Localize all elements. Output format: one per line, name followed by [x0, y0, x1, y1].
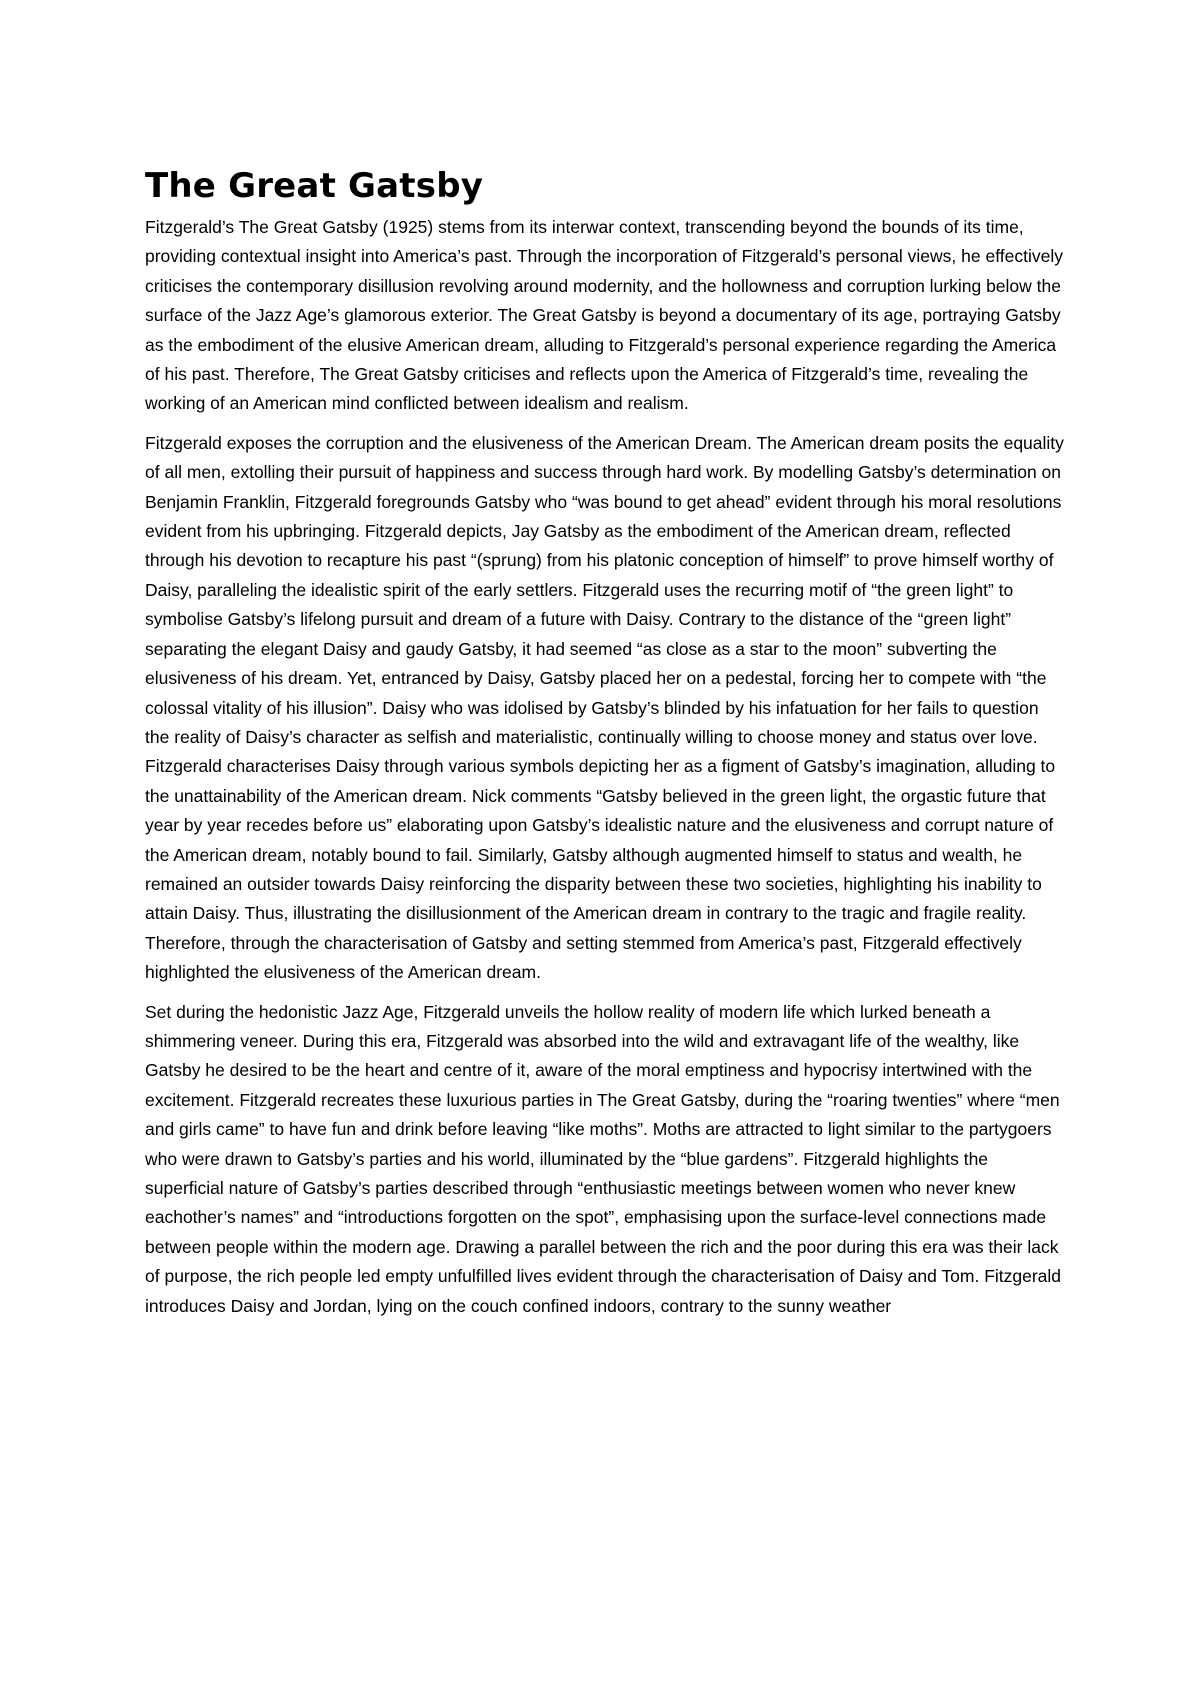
paragraph-american-dream: Fitzgerald exposes the corruption and the elusiveness of the American Dream. The American dream posits the equality of all men, extolling their pursuit of happiness and success through hard work. By modelling Gatsby’s determination on Benjamin Franklin, Fitzgerald foregrounds Gatsby who “was bound to get ahead” evident through his moral resolutions evident from his upbringing. Fitzgerald depicts, Jay Gatsby as the embodiment of the American dream, reflected through his devotion to recapture his past “(sprung) from his platonic conception of himself” to prove himself worthy of Daisy, paralleling the idealistic spirit of the early settlers. Fitzgerald uses the recurring motif of “the green light” to symbolise Gatsby’s lifelong pursuit and dream of a future with Daisy. Contrary to the distance of the “green light” separating the elegant Daisy and gaudy Gatsby, it had seemed “as close as a star to the moon” subverting the elusiveness of his dream. Yet, entranced by Daisy, Gatsby placed her on a pedestal, forcing her to compete with “the colossal vitality of his illusion”. Daisy who was idolised by Gatsby’s blinded by his infatuation for her fails to question the reality of Daisy’s character as selfish and materialistic, continually willing to choose money and status over love. Fitzgerald characterises Daisy through various symbols depicting her as a figment of Gatsby’s imagination, alluding to the unattainability of the American dream. Nick comments “Gatsby believed in the green light, the orgastic future that year by year recedes before us” elaborating upon Gatsby’s idealistic nature and the elusiveness and corrupt nature of the American dream, notably bound to fail. Similarly, Gatsby although augmented himself to status and wealth, he remained an outsider towards Daisy reinforcing the disparity between these two societies, highlighting his inability to attain Daisy. Thus, illustrating the disillusionment of the American dream in contrary to the tragic and fragile reality. Therefore, through the characterisation of Gatsby and setting stemmed from America’s past, Fitzgerald effectively highlighted the elusiveness of the American dream. — [145, 432, 1064, 983]
paragraph-jazz-age: Set during the hedonistic Jazz Age, Fitzgerald unveils the hollow reality of modern life which lurked beneath a shimmering veneer. During this era, Fitzgerald was absorbed into the wild and extravagant life of the wealthy, like Gatsby he desired to be the heart and centre of it, aware of the moral emptiness and hypocrisy intertwined with the excitement. Fitzgerald recreates these luxurious parties in The Great Gatsby, during the “roaring twenties” where “men and girls came” to have fun and drink before leaving “like moths”. Moths are attracted to light similar to the partygoers who were drawn to Gatsby’s parties and his world, illuminated by the “blue gardens”. Fitzgerald highlights the superficial nature of Gatsby’s parties described through “enthusiastic meetings between women who never knew eachother’s names” and “introductions forgotten on the spot”, emphasising upon the surface-level connections made between people within the modern age. Drawing a parallel between the rich and the poor during this era was their lack of purpose, the rich people led empty unfulfilled lives evident through the characterisation of Daisy and Tom. Fitzgerald introduces Daisy and Jordan, lying on the couch confined indoors, contrary to the sunny weather — [145, 1001, 1062, 1316]
paragraph-introduction: Fitzgerald’s The Great Gatsby (1925) stems from its interwar context, transcending beyond the bounds of its time, providing contextual insight into America’s past. Through the incorporation of Fitzgerald’s personal views, he effectively criticises the contemporary disillusion revolving around modernity, and the hollowness and corruption lurking below the surface of the Jazz Age’s glamorous exterior. The Great Gatsby is beyond a documentary of its age, portraying Gatsby as the embodiment of the elusive American dream, alluding to Fitzgerald’s personal experience regarding the America of his past. Therefore, The Great Gatsby criticises and reflects upon the America of Fitzgerald’s time, revealing the working of an American mind conflicted between idealism and realism. — [145, 217, 1063, 414]
document-body — [145, 166, 1065, 1331]
document-title: The Great Gatsby — [145, 166, 484, 206]
